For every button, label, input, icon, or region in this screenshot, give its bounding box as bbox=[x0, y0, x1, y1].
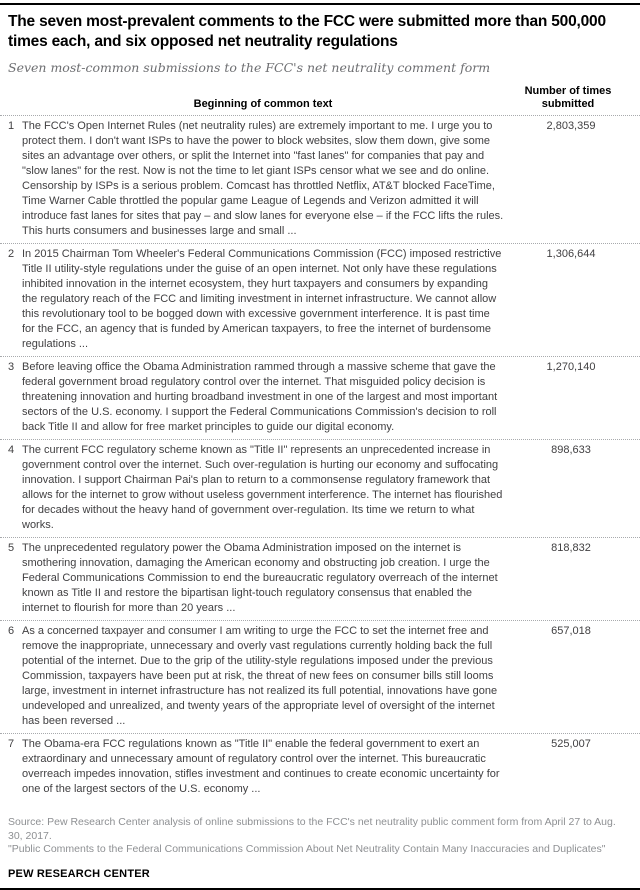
column-header-common-text: Beginning of common text bbox=[193, 98, 333, 110]
row-number: 1 bbox=[8, 120, 15, 132]
row-number: 6 bbox=[8, 625, 15, 637]
source-line-2: "Public Comments to the Federal Communications Commission About Net Neutrality Contain Many Inaccuracies and Duplicates" bbox=[8, 843, 606, 855]
source-note bbox=[8, 816, 632, 857]
row-number: 5 bbox=[8, 542, 15, 554]
top-rule bbox=[0, 3, 640, 5]
comment-text: The FCC's Open Internet Rules (net neutrality rules) are extremely important to me. I urge you to protect them. I don't want ISPs to have the power to block websites, slow them down, give some sites an advantage over others, or split the Internet into "fast lanes" for companies that pay and "slow lanes" for the rest. Now is not the time to let giant ISPs censor what we see and do online. Censorship by ISPs is a serious problem. Comcast has throttled Netflix, AT&T blocked FaceTime, Time Warner Cable throttled the popular game League of Legends and Verizon admitted it will introduce fast lanes for sites that pay – and slow lanes for everyone else – if the FCC lifts the rules. This hurts consumers and businesses large and small ... bbox=[22, 120, 504, 237]
row-number: 2 bbox=[8, 248, 15, 260]
times-submitted-value: 525,007 bbox=[551, 738, 591, 750]
table-row bbox=[0, 356, 640, 439]
times-submitted-value: 657,018 bbox=[551, 625, 591, 637]
comment-text: The current FCC regulatory scheme known as "Title II" represents an unprecedented increase in government control over the internet. Such over-regulation is hurting our economy and suffocating innovation. I support Chairman Pai's plan to return to a commonsense regulatory framework that allows for the internet to grow without useless government interference. The internet has flourished for decades without the heavy hand of government over-regulation. Its time we return to what works. bbox=[22, 444, 503, 531]
times-submitted-value: 818,832 bbox=[551, 542, 591, 554]
bottom-rule bbox=[0, 888, 640, 890]
comment-text: As a concerned taxpayer and consumer I am writing to urge the FCC to set the internet free and remove the inappropriate, unnecessary and overly vast regulations currently holding back the full potential of the internet. Due to the grip of the utility-style regulations imposed under the previous Commission, taxpayers have been put at risk, the threat of new fees on consumer bills still looms large, investment in internet infrastructure has not realized its full potential, innovations have gone undeveloped and unrealized, and twenty years of the appropriate level of oversight of the internet has been reversed ... bbox=[22, 625, 498, 727]
page-subtitle: Seven most-common submissions to the FCC's net neutrality comment form bbox=[8, 60, 491, 75]
times-submitted-value: 1,306,644 bbox=[546, 248, 596, 260]
comment-text: The Obama-era FCC regulations known as "Title II" enable the federal government to exert an extraordinary and unnecessary amount of regulatory control over the internet. This bureaucratic overreach impedes innovation, stifles investment and continues to create economic uncertainty for one of the largest sectors of the U.S. economy ... bbox=[22, 738, 500, 795]
table-row bbox=[0, 243, 640, 356]
table-row bbox=[0, 620, 640, 733]
source-line-1: Source: Pew Research Center analysis of online submissions to the FCC's net neutrality public comment form from April 27 to Aug. 30, 2017. bbox=[8, 816, 616, 842]
table-row bbox=[0, 115, 640, 243]
table-header-row bbox=[8, 85, 632, 111]
times-submitted-value: 2,803,359 bbox=[546, 120, 596, 132]
comments-table bbox=[0, 85, 640, 801]
column-header-times-submitted: Number of times submitted bbox=[524, 85, 612, 110]
row-number: 3 bbox=[8, 361, 15, 373]
row-number: 7 bbox=[8, 738, 15, 750]
pew-research-center-logo-text: PEW RESEARCH CENTER bbox=[8, 867, 150, 880]
times-submitted-value: 898,633 bbox=[551, 444, 591, 456]
row-number: 4 bbox=[8, 444, 15, 456]
times-submitted-value: 1,270,140 bbox=[546, 361, 596, 373]
comment-text: The unprecedented regulatory power the Obama Administration imposed on the internet is smothering innovation, damaging the American economy and obstructing job creation. I urge the Federal Communications Commission to end the bureaucratic regulatory overreach of the internet known as Title II and restore the bipartisan light-touch regulatory consensus that enabled the internet to flourish for more than 20 years ... bbox=[22, 542, 498, 614]
comment-text: In 2015 Chairman Tom Wheeler's Federal Communications Commission (FCC) imposed restrictive Title II utility-style regulations under the guise of an open internet. Not only have these regulations inhibited innovation in the internet ecosystem, they hurt taxpayers and consumers by expanding the regulatory reach of the FCC and limiting investment in internet infrastructure. We cannot allow this revolutionary tool to be bogged down with excessive government interference. It is past time for the FCC, an agency that is funded by American taxpayers, to free the internet of burdensome regulations ... bbox=[22, 248, 502, 350]
table-row bbox=[0, 537, 640, 620]
table-row bbox=[0, 733, 640, 801]
table-row bbox=[0, 439, 640, 537]
page-title: The seven most-prevalent comments to the FCC were submitted more than 500,000 times each, and six opposed net neutrality regulations bbox=[8, 13, 606, 50]
comment-text: Before leaving office the Obama Administration rammed through a massive scheme that gave the federal government broad regulatory control over the internet. That misguided policy decision is threatening innovation and hurting broadband investment in one of the largest and most important sectors of the U.S. economy. I support the Federal Communications Commission's decision to roll back Title II and allow for free market principles to guide our digital economy. bbox=[22, 361, 498, 433]
